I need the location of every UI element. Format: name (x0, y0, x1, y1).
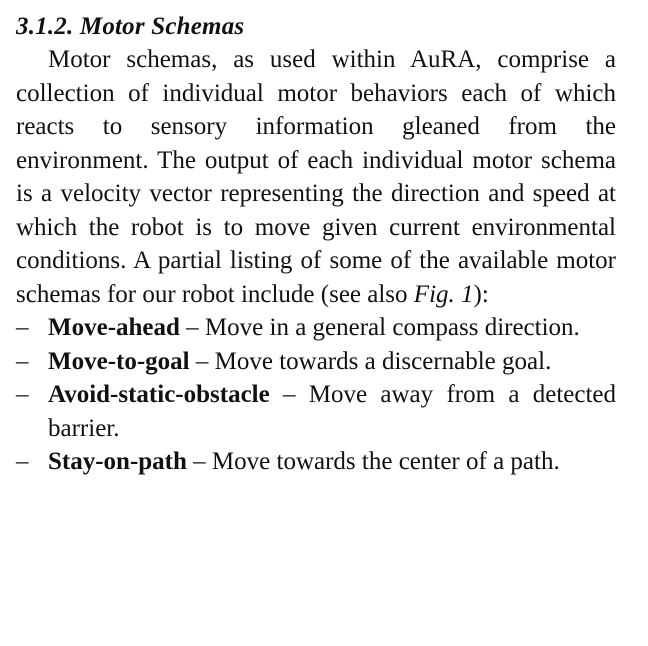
list-item (16, 311, 616, 345)
document-page (16, 10, 616, 479)
schema-separator: – (179, 314, 205, 341)
schema-description: Move in a general compass direction. (204, 314, 580, 341)
schema-name: Avoid-static-obstacle (48, 381, 270, 408)
list-dash: – (16, 347, 29, 375)
schema-name: Move-to-goal (48, 347, 190, 375)
paragraph-text-end: ): (473, 280, 489, 308)
schema-description: Move away from a detected barrier. (48, 381, 616, 442)
schema-separator: – (186, 448, 212, 475)
schema-description: Move towards the center of a path. (211, 448, 560, 475)
paragraph-text: Motor schemas, as used within AuRA, comprise a collection of individual motor behaviors each of which reacts to sensory information gleaned from the environment. The output of each individual motor schema is a velocity vector representing the direction and speed at which the robot is to move given current environmental conditions. A partial listing of some of the available motor schemas for our robot include (see also (16, 46, 616, 308)
list-dash: – (16, 381, 29, 408)
body-paragraph (16, 43, 616, 311)
list-item (16, 378, 616, 445)
list-dash: – (16, 314, 29, 341)
figure-reference: Fig. 1 (413, 280, 474, 308)
motor-schema-list (16, 311, 616, 479)
list-dash: – (16, 448, 29, 475)
list-item (16, 345, 616, 379)
list-item (16, 445, 616, 479)
schema-separator: – (269, 381, 309, 408)
schema-description: Move towards a discernable goal. (214, 347, 552, 375)
schema-name: Stay-on-path (48, 448, 187, 475)
schema-separator: – (189, 347, 215, 375)
schema-name: Move-ahead (48, 314, 180, 341)
section-heading: 3.1.2. Motor Schemas (16, 13, 245, 40)
